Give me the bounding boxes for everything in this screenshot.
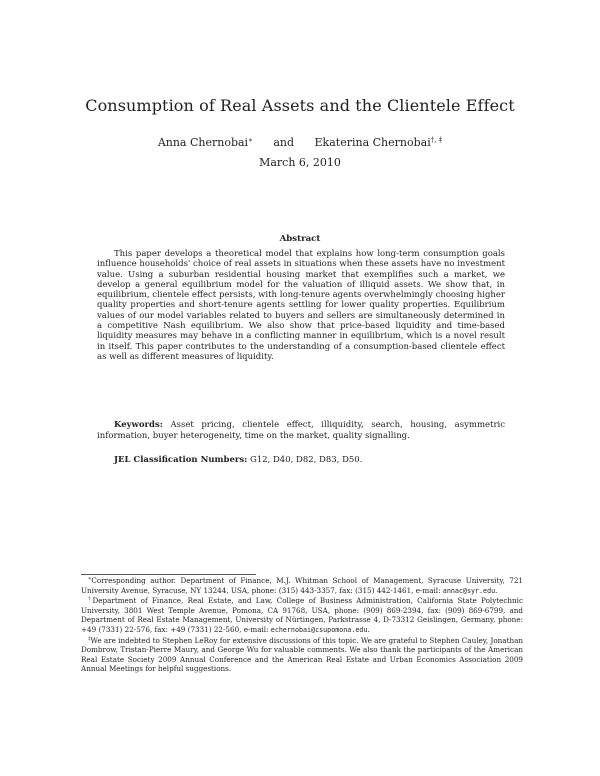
footnote-mark: † <box>88 596 93 603</box>
footnote <box>81 596 523 635</box>
footnote <box>81 576 523 596</box>
author-separator: and <box>273 136 295 149</box>
footnotes <box>81 576 523 674</box>
paper-date: March 6, 2010 <box>259 156 341 169</box>
footnote-mark: ‡ <box>88 635 91 642</box>
footnote-text: We are indebted to Stephen LeRoy for extensive discussions of this topic. We are grateful to Stephen Cauley, Jonathan Dombrow, Tristan-Pierre Maury, and George Wu for valuable comments. We also thank the participants of the American Real Estate Society 2009 Annual Conference and the American Real Estate and Urban Economics Association 2009 Annual Meetings for helpful suggestions. <box>81 635 524 674</box>
footnote-tail: . <box>495 585 498 595</box>
footnote-tail: . <box>367 624 370 634</box>
abstract-heading: Abstract <box>279 234 321 244</box>
footnote-text: Corresponding author. Department of Finance, M.J. Whitman School of Management, Syracuse University, 721 University Avenue, Syracuse, NY 13244, USA, phone: (315) 443-3357, fax: (315) 442-1461, e-mail: <box>81 576 523 595</box>
keywords-paragraph <box>97 420 505 442</box>
email-link[interactable]: echernobai@csupomona.edu <box>270 625 368 634</box>
author-name: Anna Chernobai <box>157 136 249 149</box>
footnote-text: Department of Finance, Real Estate, and Law, College of Business Administration, California State Polytechnic University, 3801 West Temple Avenue, Pomona, CA 91768, USA, phone: (909) 869-2394, fax: (909) 869-6799, and Department of Real Estate Management, University of Nürtingen, Parkstrasse 4, D-73312 Geislingen, Germany, phone: +49 (7331) 22-576, fax: +49 (7331) 22-560, e-mail: <box>81 596 523 634</box>
keywords-text: Asset pricing, clientele effect, illiquidity, search, housing, asymmetric information, buyer heterogeneity, time on the market, quality signalling. <box>97 420 505 441</box>
paper-title: Consumption of Real Assets and the Clientele Effect <box>85 96 515 115</box>
keywords-label: Keywords: <box>114 420 163 430</box>
author-footnote-mark: †, ‡ <box>430 136 443 144</box>
footnote-mark: ∗ <box>88 576 92 582</box>
footnote-rule <box>81 574 256 575</box>
jel-label: JEL Classification Numbers: <box>114 455 248 465</box>
abstract-text: This paper develops a theoretical model that explains how long-term consumption goals influence households' choice of real assets in situations when these assets have no investment value. Using a suburban residential housing market that exemplifies such a market, we develop a general equilibrium model for the valuation of illiquid assets. We show that, in equilibrium, clientele effect persists, with long-tenure agents overwhelmingly choosing higher quality properties and short-tenure agents settling for lower quality properties. Equilibrium values of our model variables related to buyers and sellers are simultaneously determined in a competitive Nash equilibrium. We also show that price-based liquidity and time-based liquidity measures may behave in a conflicting manner in equilibrium, which is a novel result in itself. This paper contributes to the understanding of a consumption-based clientele effect as well as different measures of liquidity. <box>97 249 505 362</box>
jel-paragraph <box>114 455 504 466</box>
email-link[interactable]: annac@syr.edu <box>442 586 496 595</box>
author-line <box>0 136 600 149</box>
author-name: Ekaterina Chernobai <box>314 136 431 149</box>
jel-codes: G12, D40, D82, D83, D50. <box>249 455 363 465</box>
author-footnote-mark: ∗ <box>248 136 253 144</box>
footnote <box>81 636 523 674</box>
